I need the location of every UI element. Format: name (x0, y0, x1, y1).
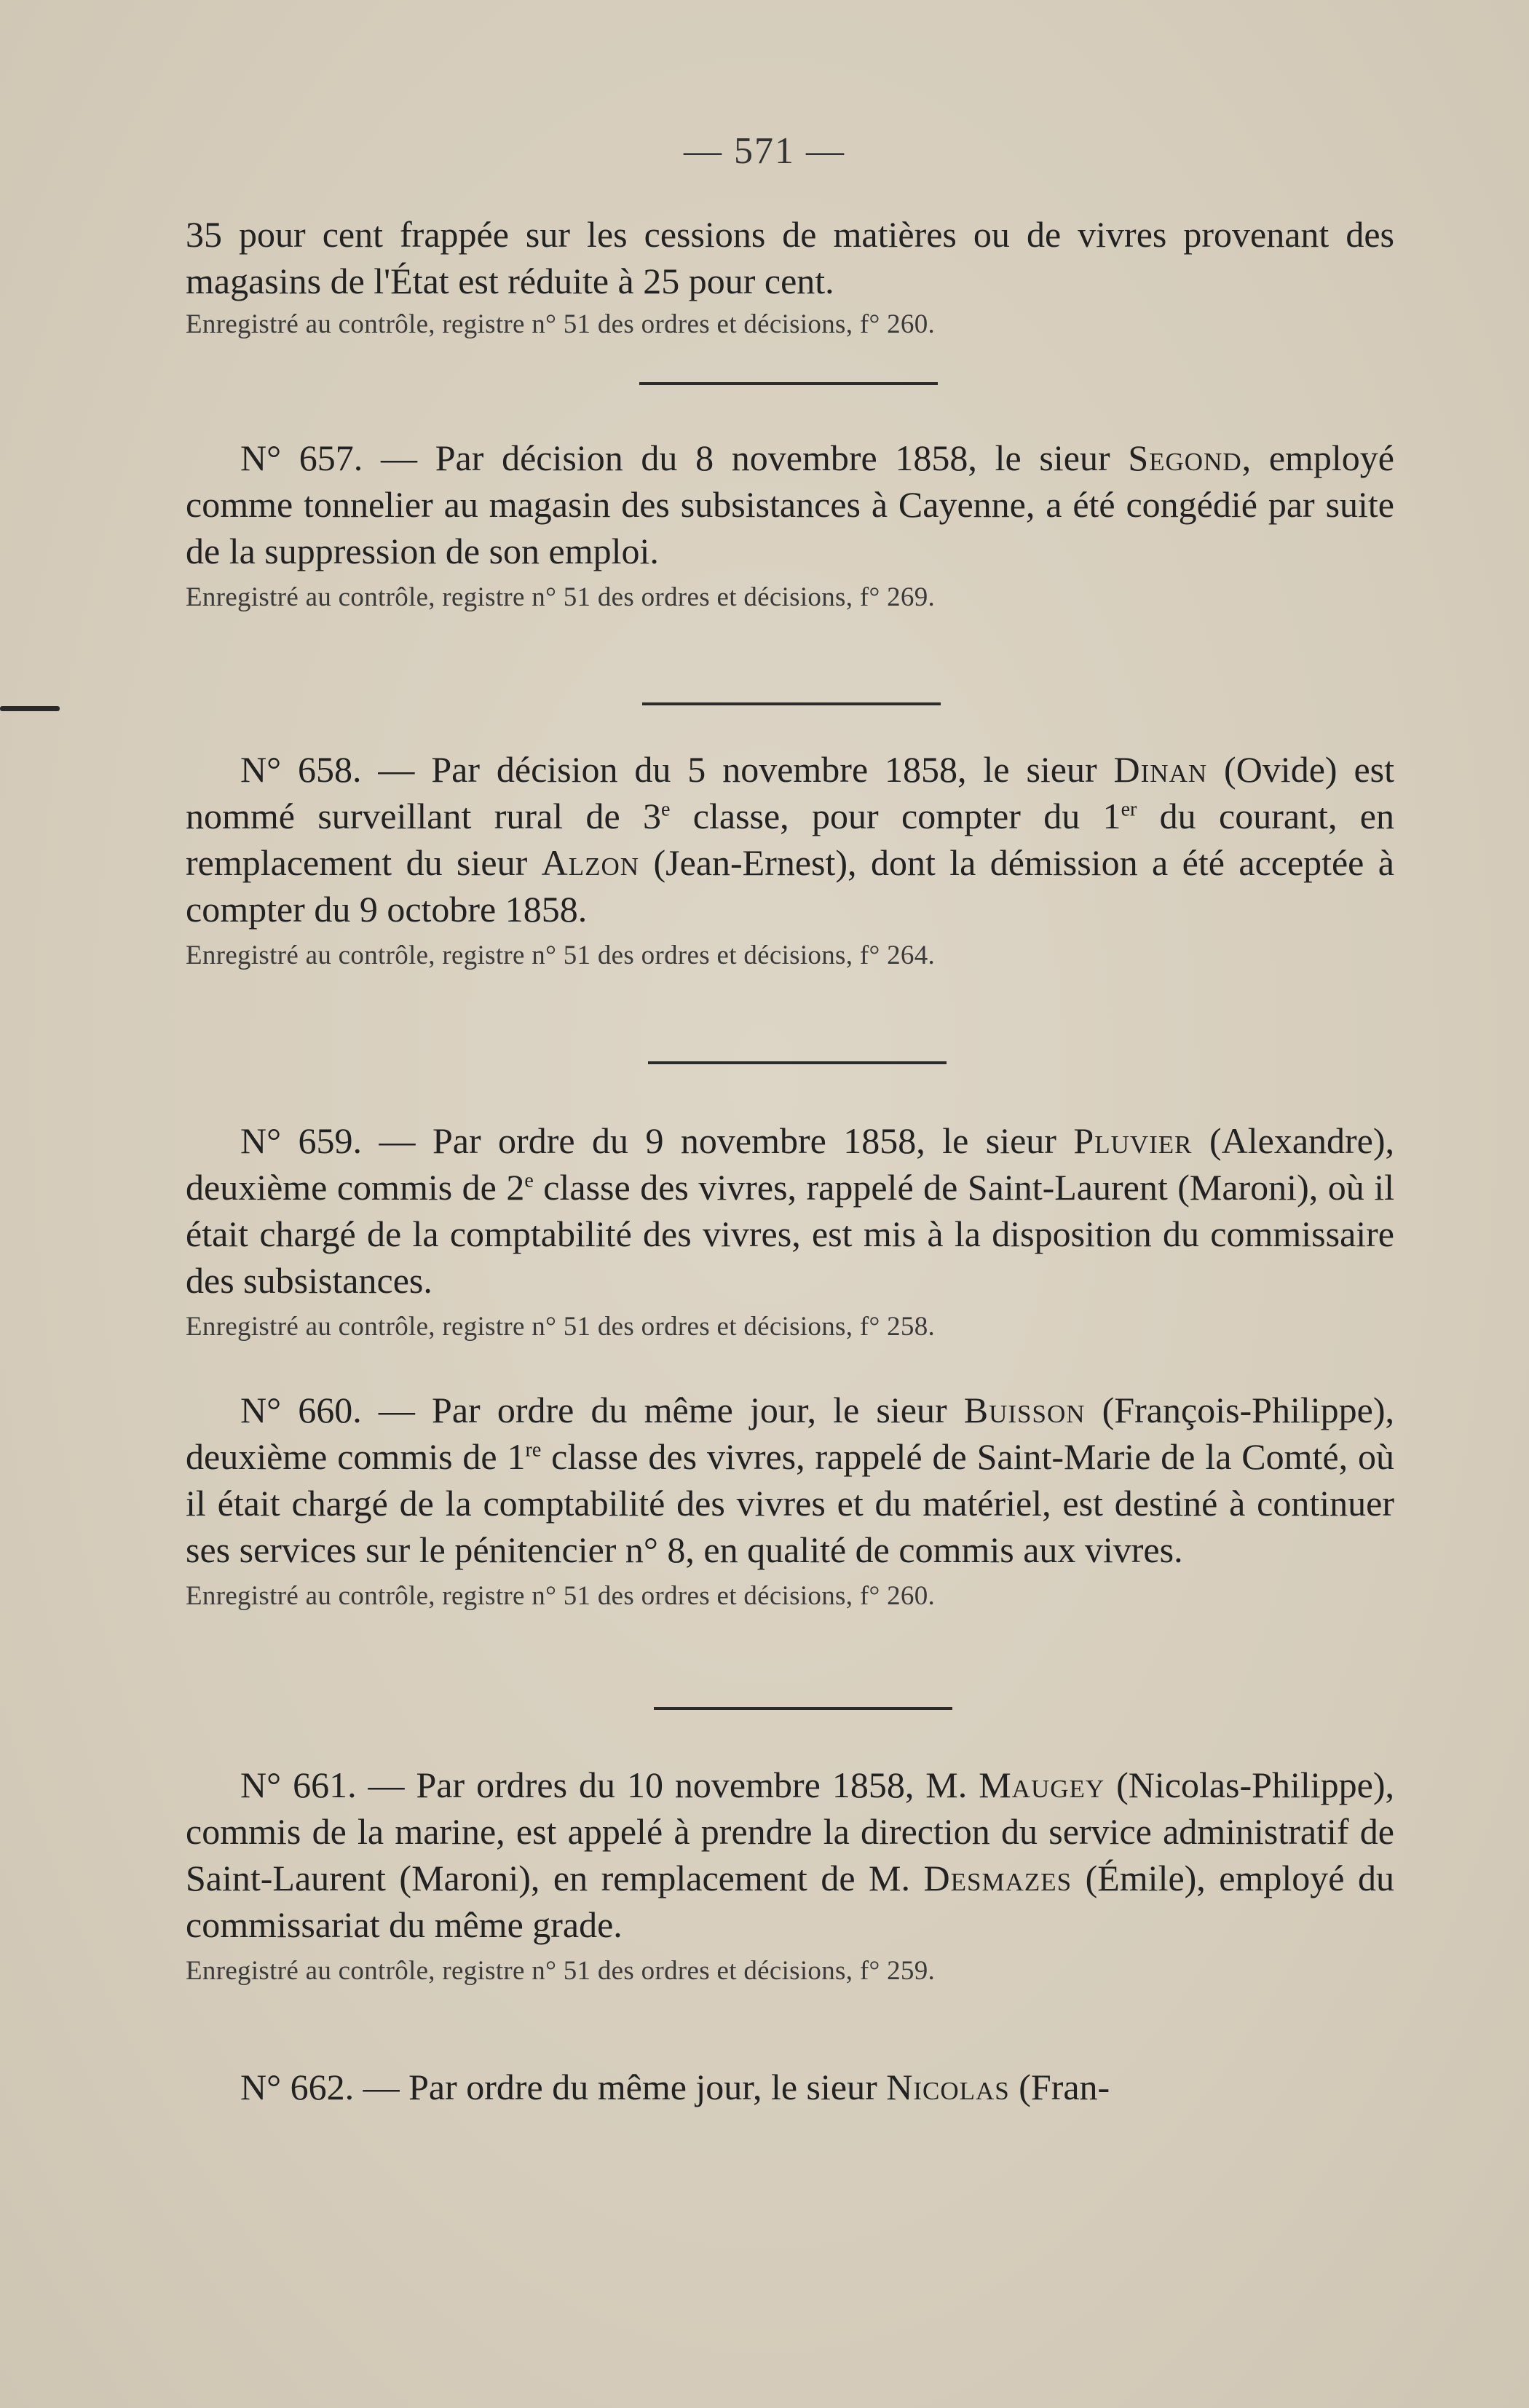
separator-rule (639, 382, 938, 385)
entry-659 (186, 1117, 1394, 1344)
separator-rule (642, 702, 941, 705)
entry-660 (186, 1387, 1394, 1614)
entry-text: N° 662. — Par ordre du même jour, le sieur Nicolas (Fran- (240, 2067, 1110, 2107)
registry-note: Enregistré au contrôle, registre n° 51 des ordres et décisions, f° 260. (186, 309, 936, 339)
registry-note: Enregistré au contrôle, registre n° 51 des ordres et décisions, f° 259. (186, 1956, 936, 1986)
registry-note: Enregistré au contrôle, registre n° 51 des ordres et décisions, f° 258. (186, 1312, 936, 1342)
entry-text: N° 658. — Par décision du 5 novembre 1858, le sieur Dinan (Ovide) est nommé surveillant rural de 3e classe, pour compter du 1er du courant, en remplacement du sieur Alzon (Jean-Ernest), dont la démission a été acceptée à compter du 9 octobre 1858. (186, 749, 1394, 930)
entry-text: N° 659. — Par ordre du 9 novembre 1858, le sieur Pluvier (Alexandre), deuxième commis de 2e classe des vivres, rappelé de Saint-Laurent (Maroni), où il était chargé de la comptabilité des vivres, est mis à la disposition du commissaire des subsistances. (186, 1120, 1395, 1301)
entry-662 (186, 2064, 1394, 2110)
entry-text: 35 pour cent frappée sur les cessions de matières ou de vivres provenant des magasins de l'État est réduite à 25 pour cent. (186, 214, 1394, 301)
registry-note: Enregistré au contrôle, registre n° 51 des ordres et décisions, f° 264. (186, 940, 936, 970)
edge-mark (0, 706, 60, 711)
entry-text: N° 661. — Par ordres du 10 novembre 1858, M. Maugey (Nicolas-Philippe), commis de la marine, est appelé à prendre la direction du service administratif de Saint-Laurent (Maroni), en remplacement de M. Desmazes (Émile), employé du commissariat du même grade. (186, 1765, 1394, 1945)
entry-text: N° 657. — Par décision du 8 novembre 1858, le sieur Segond, employé comme tonnelier au magasin des subsistances à Cayenne, a été congédié par suite de la suppression de son emploi. (186, 437, 1394, 571)
entry-657 (186, 435, 1394, 615)
separator-rule (654, 1707, 952, 1710)
entry-661 (186, 1762, 1394, 1989)
registry-note: Enregistré au contrôle, registre n° 51 des ordres et décisions, f° 269. (186, 582, 936, 612)
entry-text: N° 660. — Par ordre du même jour, le sieur Buisson (François-Philippe), deuxième commis de 1re classe des vivres, rappelé de Saint-Marie de la Comté, où il était chargé de la comptabilité des vivres et du matériel, est destiné à continuer ses services sur le pénitencier n° 8, en qualité de commis aux vivres. (186, 1390, 1395, 1570)
entry-continuation (186, 211, 1394, 342)
registry-note: Enregistré au contrôle, registre n° 51 des ordres et décisions, f° 260. (186, 1581, 936, 1611)
separator-rule (648, 1061, 947, 1064)
page-number: — 571 — (684, 130, 845, 172)
entry-658 (186, 746, 1394, 973)
